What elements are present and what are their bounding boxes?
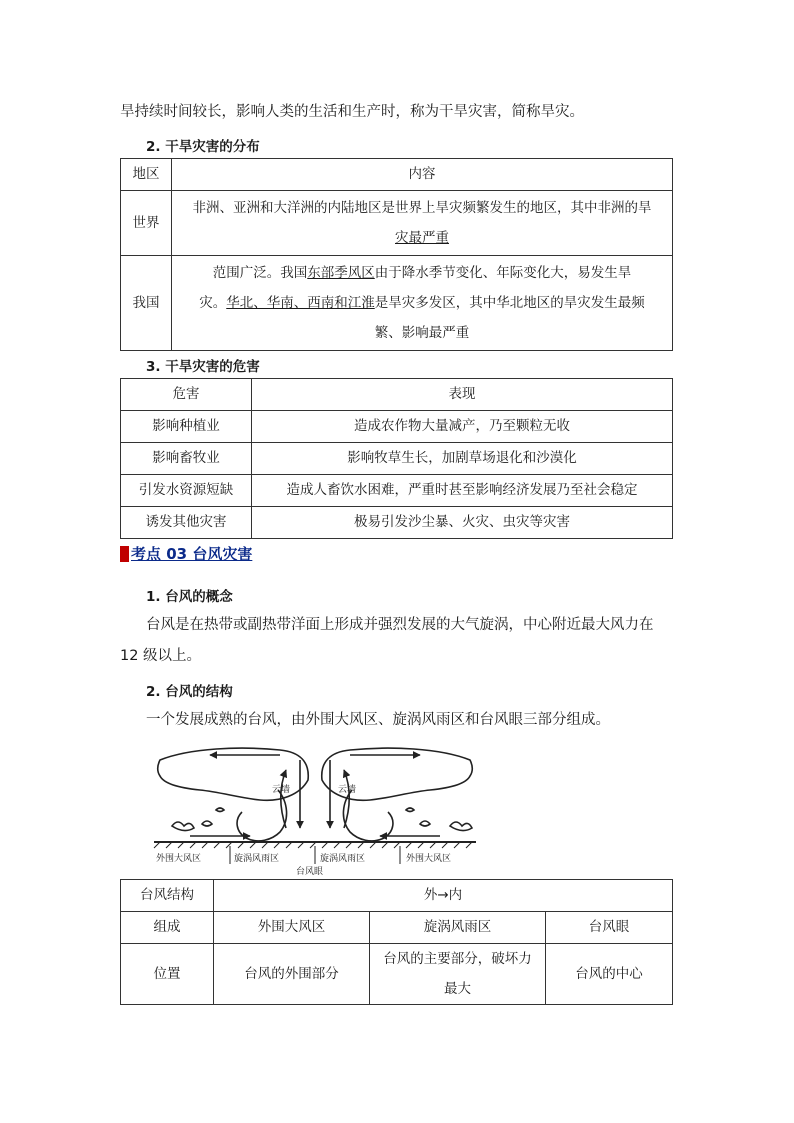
typhoon-structure-heading: 2. 台风的结构 — [146, 684, 233, 700]
cell-line: 台风的主要部分，破坏力 — [383, 951, 532, 967]
text-span: 灾。 — [199, 295, 227, 311]
table-header-cell: 地区 — [121, 159, 172, 191]
harm-table — [120, 378, 673, 539]
section-heading-harm: 3. 干旱灾害的危害 — [146, 359, 260, 375]
table-row — [121, 443, 673, 475]
table-cell: 造成人畜饮水困难，严重时甚至影响经济发展乃至社会稳定 — [252, 475, 673, 507]
zone-label-outer-right: 外围大风区 — [406, 854, 452, 864]
cell-line: 最大 — [444, 981, 471, 997]
table-cell: 影响种植业 — [121, 411, 252, 443]
table-row — [121, 475, 673, 507]
china-content — [172, 256, 673, 351]
section-heading-distribution: 2. 干旱灾害的分布 — [146, 139, 260, 155]
table-cell: 影响牧草生长，加剧草场退化和沙漠化 — [252, 443, 673, 475]
table-row — [121, 256, 673, 351]
region-label-world: 世界 — [121, 191, 172, 256]
kaodian-title — [120, 543, 252, 564]
table-cell: 旋涡风雨区 — [370, 912, 546, 944]
table-cell: 外围大风区 — [214, 912, 370, 944]
table-row — [121, 880, 673, 912]
distribution-table — [120, 158, 673, 351]
china-content-line — [178, 258, 666, 288]
table-row — [121, 159, 673, 191]
table-cell: 造成农作物大量减产，乃至颗粒无收 — [252, 411, 673, 443]
table-header-cell: 表现 — [252, 379, 673, 411]
typhoon-concept-line: 台风是在热带或副热带洋面上形成并强烈发展的大气旋涡，中心附近最大风力在 — [146, 617, 654, 633]
text-span: 由于降水季节变化、年际变化大，易发生旱 — [374, 265, 632, 281]
table-cell: 台风的中心 — [546, 944, 673, 1005]
typhoon-structure-line: 一个发展成熟的台风，由外围大风区、旋涡风雨区和台风眼三部分组成。 — [146, 712, 610, 728]
table-cell: 台风的外围部分 — [214, 944, 370, 1005]
table-header-cell: 危害 — [121, 379, 252, 411]
typhoon-concept-line: 12 级以上。 — [120, 648, 202, 664]
text-span: 范围广泛。我国 — [212, 265, 308, 281]
table-cell: 诱发其他灾害 — [121, 507, 252, 539]
typhoon-structure-diagram — [150, 740, 480, 876]
table-row — [121, 411, 673, 443]
intro-paragraph: 旱持续时间较长，影响人类的生活和生产时，称为干旱灾害，简称旱灾。 — [120, 104, 584, 120]
table-row — [121, 379, 673, 411]
table-row — [121, 507, 673, 539]
table-cell: 台风结构 — [121, 880, 214, 912]
underlined-text: 华北、华南、西南和江淮 — [226, 295, 375, 311]
zone-label-vortex-right: 旋涡风雨区 — [320, 854, 366, 864]
region-label-china: 我国 — [121, 256, 172, 351]
table-cell: 影响畜牧业 — [121, 443, 252, 475]
table-cell: 台风眼 — [546, 912, 673, 944]
table-row — [121, 944, 673, 1005]
zone-label-vortex-left: 旋涡风雨区 — [234, 854, 280, 864]
china-content-line: 繁、影响最严重 — [374, 325, 470, 341]
world-content-line-underlined: 灾最严重 — [395, 230, 449, 246]
underlined-text: 东部季风区 — [307, 265, 375, 281]
typhoon-concept-heading: 1. 台风的概念 — [146, 589, 233, 605]
cloud-wall-label-left: 云墙 — [272, 785, 291, 795]
table-cell: 位置 — [121, 944, 214, 1005]
world-content-line: 非洲、亚洲和大洋洲的内陆地区是世界上旱灾频繁发生的地区，其中非洲的旱 — [192, 200, 652, 216]
kaodian-title-text: 考点 03 台风灾害 — [131, 545, 253, 563]
table-cell: 引发水资源短缺 — [121, 475, 252, 507]
zone-label-outer-left: 外围大风区 — [156, 854, 202, 864]
table-cell: 组成 — [121, 912, 214, 944]
title-accent-bar — [120, 546, 129, 562]
table-cell — [370, 944, 546, 1005]
eye-label: 台风眼 — [296, 867, 324, 876]
text-span: 是旱灾多发区，其中华北地区的旱灾发生最频 — [374, 295, 645, 311]
world-content — [172, 191, 673, 256]
table-cell: 极易引发沙尘暴、火灾、虫灾等灾害 — [252, 507, 673, 539]
table-cell: 外→内 — [214, 880, 673, 912]
table-header-cell: 内容 — [172, 159, 673, 191]
table-row — [121, 191, 673, 256]
cloud-wall-label-right: 云墙 — [338, 785, 357, 795]
table-row — [121, 912, 673, 944]
china-content-line — [178, 288, 666, 318]
typhoon-structure-table — [120, 879, 673, 1005]
